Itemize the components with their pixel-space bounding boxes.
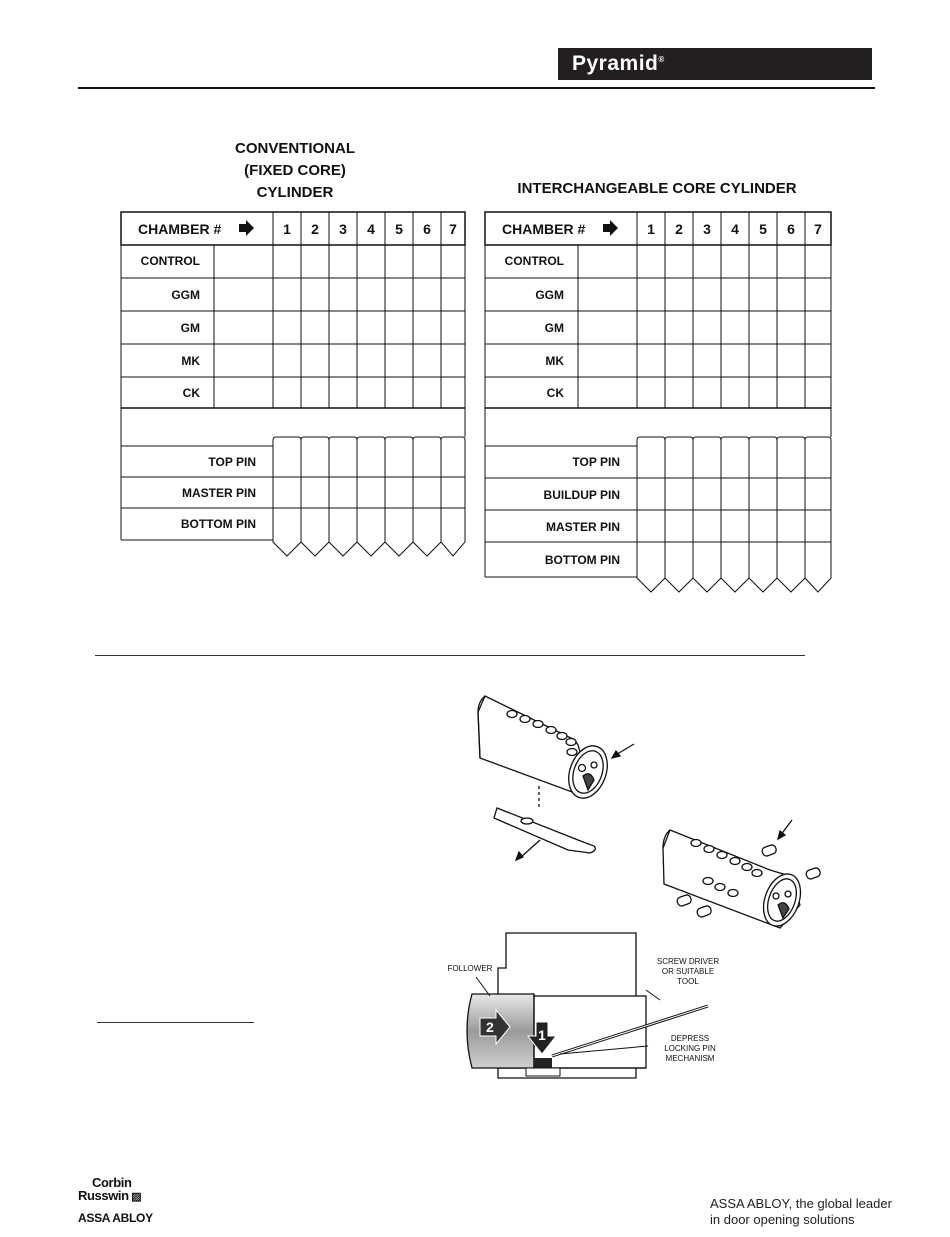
tool-label: TOOL — [677, 977, 699, 986]
tool-label: SCREW DRIVER — [656, 957, 720, 966]
chamber-number: 4 — [731, 221, 739, 237]
pin-row-label: TOP PIN — [572, 455, 620, 469]
key-row-label: GGM — [171, 288, 200, 302]
tool-label: OR SUITABLE — [661, 967, 715, 976]
depress-label: MECHANISM — [665, 1054, 715, 1063]
depress-label: DEPRESS — [670, 1034, 710, 1043]
chamber-number: 5 — [759, 221, 767, 237]
chamber-number: 1 — [283, 221, 291, 237]
key-row-label: GM — [544, 321, 564, 335]
chamber-label: CHAMBER # — [138, 221, 222, 237]
chamber-number: 3 — [703, 221, 711, 237]
pin-row-label: MASTER PIN — [181, 486, 256, 500]
svg-text:2: 2 — [486, 1019, 494, 1035]
pin-row-label: TOP PIN — [208, 455, 256, 469]
chamber-number: 2 — [311, 221, 319, 237]
logo-mark-icon: ▨ — [128, 1191, 142, 1203]
chamber-label: CHAMBER # — [502, 221, 586, 237]
logo-line1: Corbin — [92, 1175, 132, 1190]
logo-line2: Russwin ▨ — [78, 1188, 142, 1203]
logo-assa-abloy: ASSA ABLOY — [78, 1211, 153, 1225]
chamber-number: 1 — [647, 221, 655, 237]
corbin-russwin-logo — [78, 1176, 168, 1225]
chamber-number: 3 — [339, 221, 347, 237]
cylinder-pins-illustration — [663, 820, 821, 931]
core-removal-diagram — [448, 933, 720, 1078]
conventional-title: CONVENTIONAL (FIXED CORE) CYLINDER — [235, 140, 355, 201]
chamber-number: 5 — [395, 221, 403, 237]
chamber-number: 6 — [787, 221, 795, 237]
key-row-label: GM — [180, 321, 200, 335]
pin-row-label: BOTTOM PIN — [180, 517, 256, 531]
chamber-number: 7 — [814, 221, 822, 237]
follower-label: FOLLOWER — [447, 964, 493, 973]
key-row-label: CK — [182, 386, 200, 400]
chamber-number: 7 — [449, 221, 457, 237]
svg-text:1: 1 — [538, 1027, 546, 1043]
key-row-label: CONTROL — [140, 254, 200, 268]
chamber-number: 4 — [367, 221, 375, 237]
key-row-label: GGM — [535, 288, 564, 302]
interchangeable-title: INTERCHANGEABLE CORE CYLINDER — [517, 180, 797, 197]
pin-row-label: BUILDUP PIN — [543, 488, 620, 502]
key-row-label: CONTROL — [504, 254, 564, 268]
chamber-number: 2 — [675, 221, 683, 237]
depress-label: LOCKING PIN — [664, 1044, 716, 1053]
footer-tagline: ASSA ABLOY, the global leader in door opening solutions — [710, 1196, 892, 1227]
key-row-label: MK — [181, 354, 200, 368]
key-row-label: CK — [546, 386, 564, 400]
key-row-label: MK — [545, 354, 564, 368]
cylinder-plug-illustration — [478, 696, 634, 860]
brand-name: Pyramid® — [572, 52, 665, 75]
pin-row-label: MASTER PIN — [545, 520, 620, 534]
pin-row-label: BOTTOM PIN — [544, 553, 620, 567]
chamber-number: 6 — [423, 221, 431, 237]
